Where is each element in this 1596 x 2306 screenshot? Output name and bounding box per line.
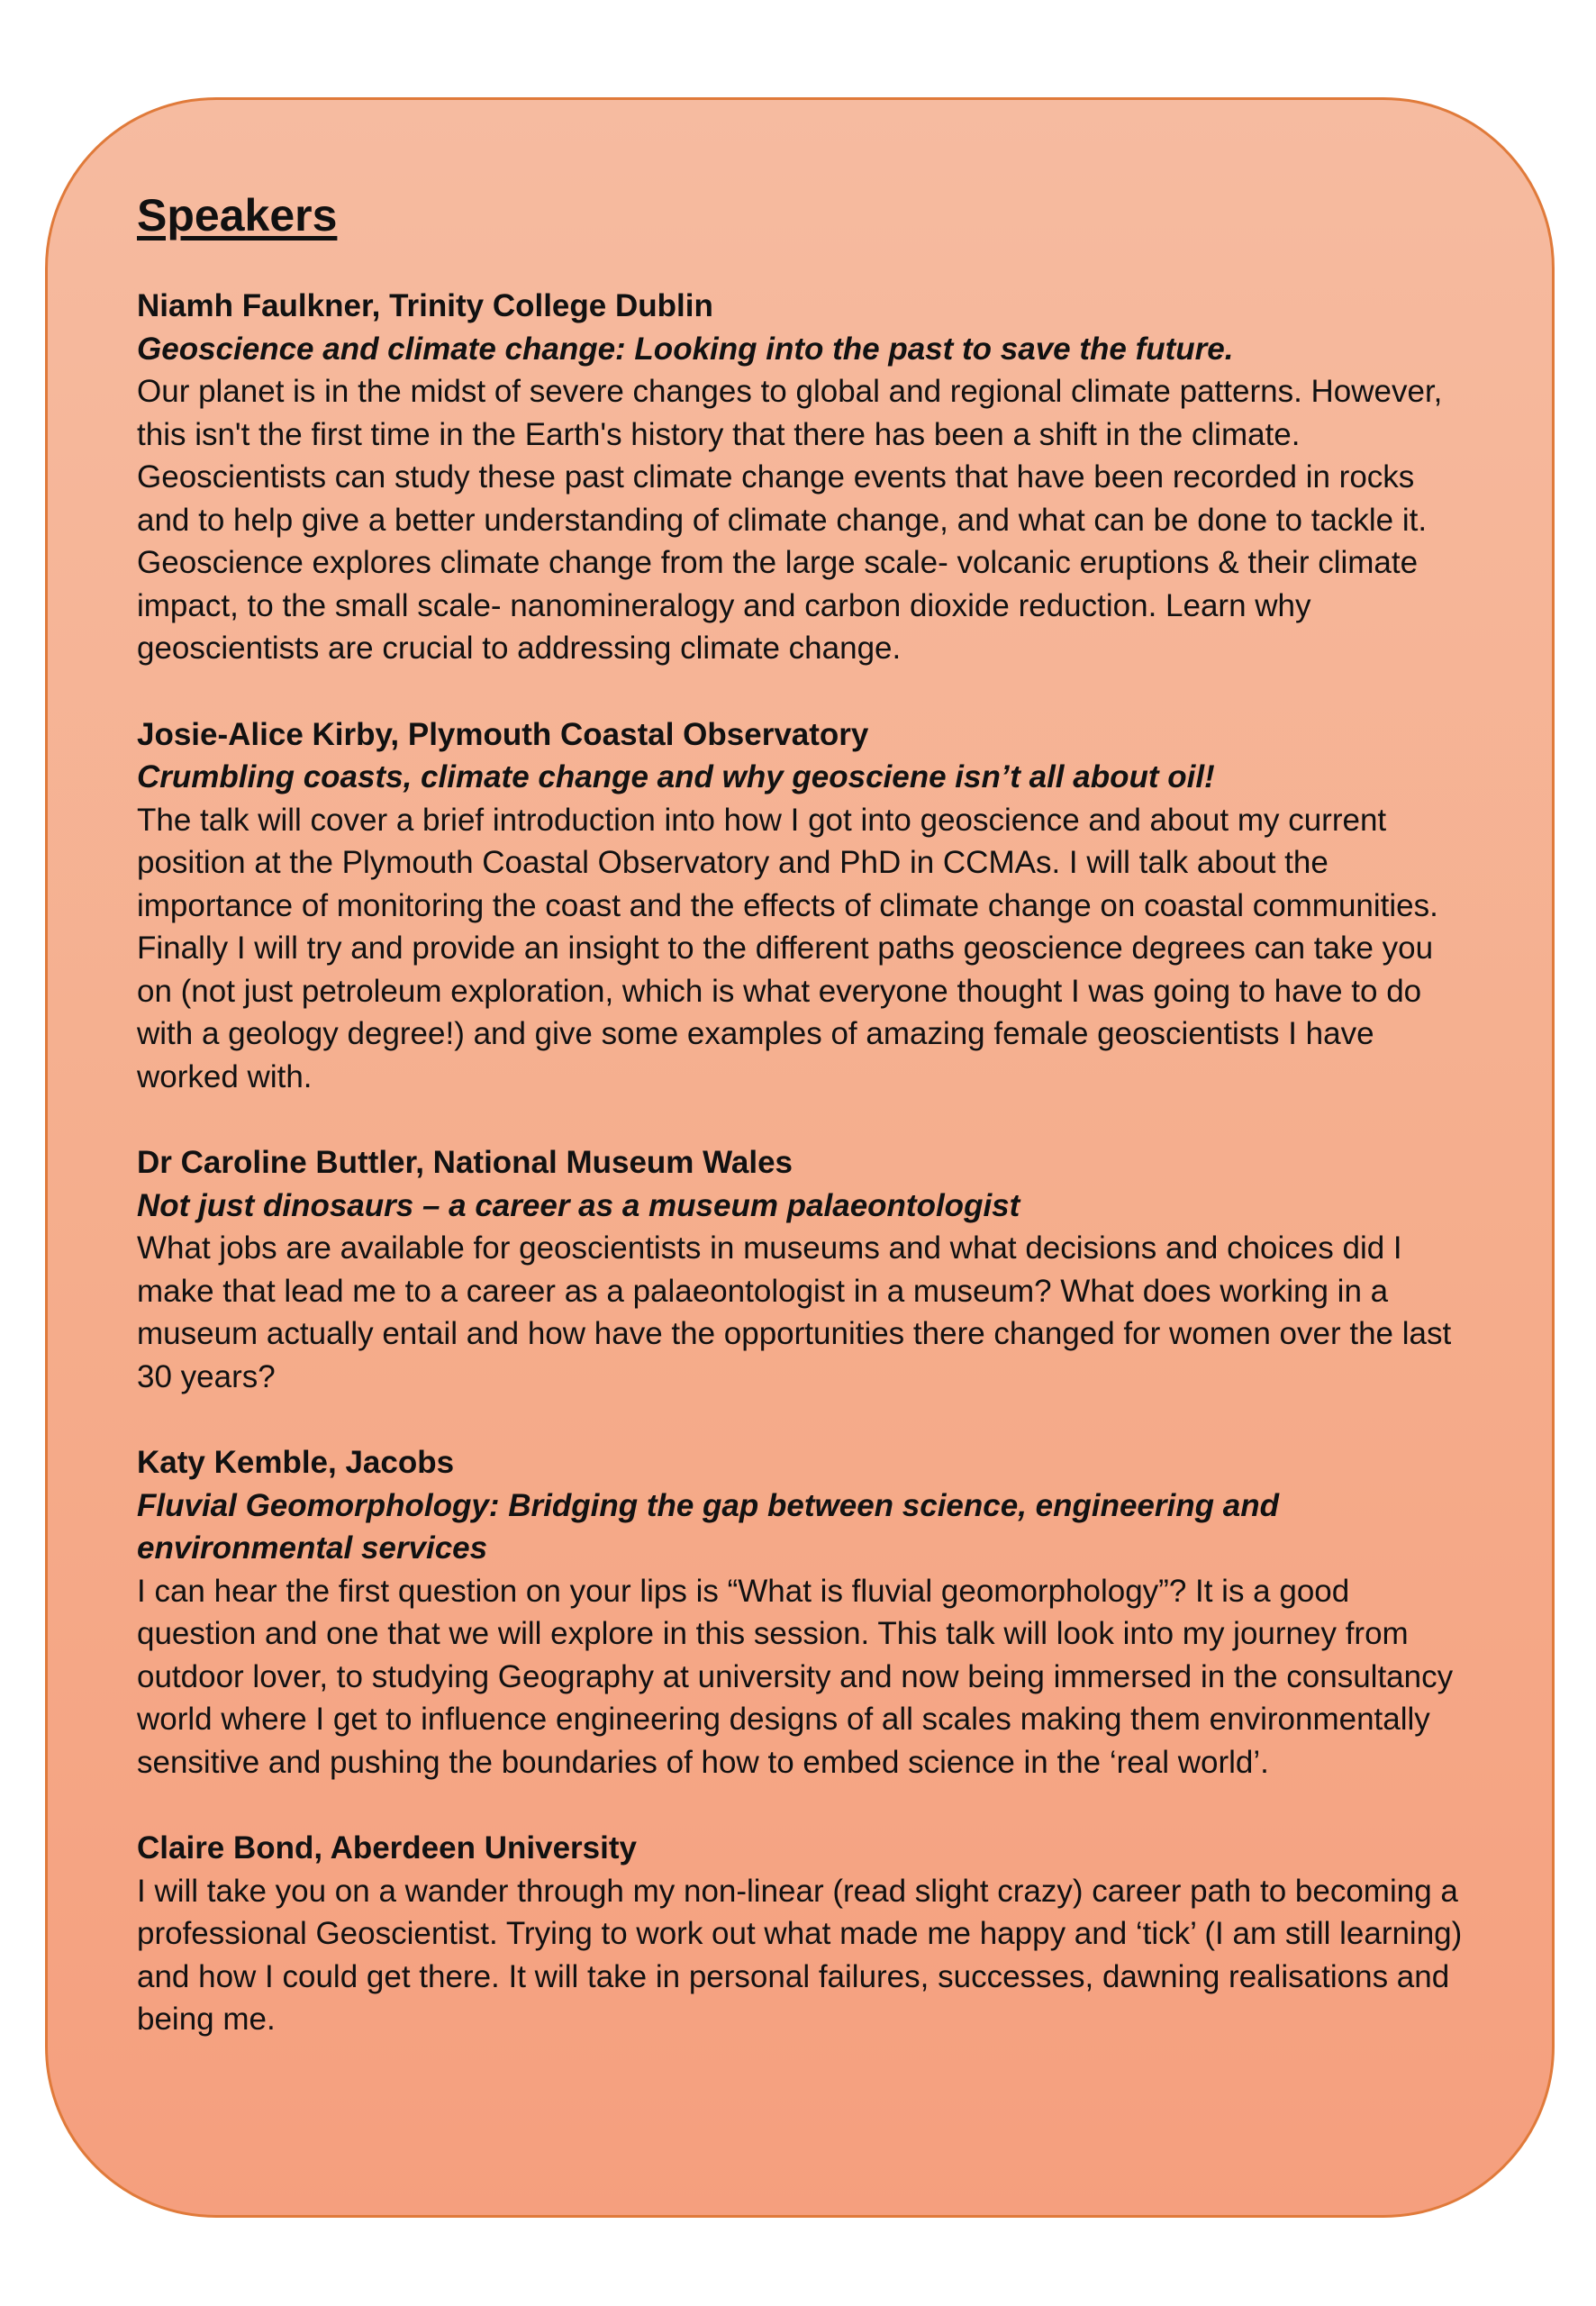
talk-title: Crumbling coasts, climate change and why geosciene isn’t all about oil! [137,759,1215,794]
talk-title: Not just dinosaurs – a career as a museum palaeontologist [137,1187,1020,1223]
speaker-entry [137,285,1470,670]
speaker-entry [137,1827,1470,2041]
talk-abstract: Our planet is in the midst of severe changes to global and regional climate patterns. However, this isn't the first time in the Earth's history that there has been a shift in the climate. Geoscientists can study these past climate change events that have been recorded in rocks and to help give a better understanding of climate change, and what can be done to tackle it. Geoscience explores climate change from the large scale- volcanic eruptions & their climate impact, to the small scale- nanomineralogy and carbon dioxide reduction. Learn why geoscientists are crucial to addressing climate change. [137,374,1443,666]
speaker-entry [137,1141,1470,1398]
speaker-name: Katy Kemble, Jacobs [137,1445,455,1480]
speaker-name: Claire Bond, Aberdeen University [137,1830,637,1866]
talk-abstract: What jobs are available for geoscientists in museums and what decisions and choices did I make that lead me to a career as a palaeontologist in a museum? What does working in a museum actually entail and how have the opportunities there changed for women over the last 30 years? [137,1230,1452,1394]
speaker-entry [137,713,1470,1099]
speaker-entry [137,1441,1470,1784]
speakers-content [137,186,1470,2084]
talk-abstract: I can hear the first question on your lips is “What is fluvial geomorphology”? It is a good question and one that we will explore in this session. This talk will look into my journey from outdoor lover, to studying Geography at university and now being immersed in the consultancy world where I get to influence engineering designs of all scales making them environmentally sensitive and pushing the boundaries of how to embed science in the ‘real world’. [137,1573,1454,1780]
talk-abstract: The talk will cover a brief introduction into how I got into geoscience and about my current position at the Plymouth Coastal Observatory and PhD in CCMAs. I will talk about the importance of monitoring the coast and the effects of climate change on coastal communities. Finally I will try and provide an insight to the different paths geoscience degrees can take you on (not just petroleum exploration, which is what everyone thought I was going to have to do with a geology degree!) and give some examples of amazing female geoscientists I have worked with. [137,802,1438,1094]
page-title: Speakers [137,190,338,241]
talk-abstract: I will take you on a wander through my non-linear (read slight crazy) career path to becoming a professional Geoscientist. Trying to work out what made me happy and ‘tick’ (I am still learning) and how I could get there. It will take in personal failures, successes, dawning realisations and being me. [137,1873,1463,2037]
talk-title: Geoscience and climate change: Looking into the past to save the future. [137,331,1234,367]
speaker-name: Dr Caroline Buttler, National Museum Wales [137,1145,793,1180]
speaker-name: Niamh Faulkner, Trinity College Dublin [137,288,713,323]
speaker-name: Josie-Alice Kirby, Plymouth Coastal Observatory [137,716,869,752]
talk-title: Fluvial Geomorphology: Bridging the gap between science, engineering and environmental services [137,1487,1279,1566]
